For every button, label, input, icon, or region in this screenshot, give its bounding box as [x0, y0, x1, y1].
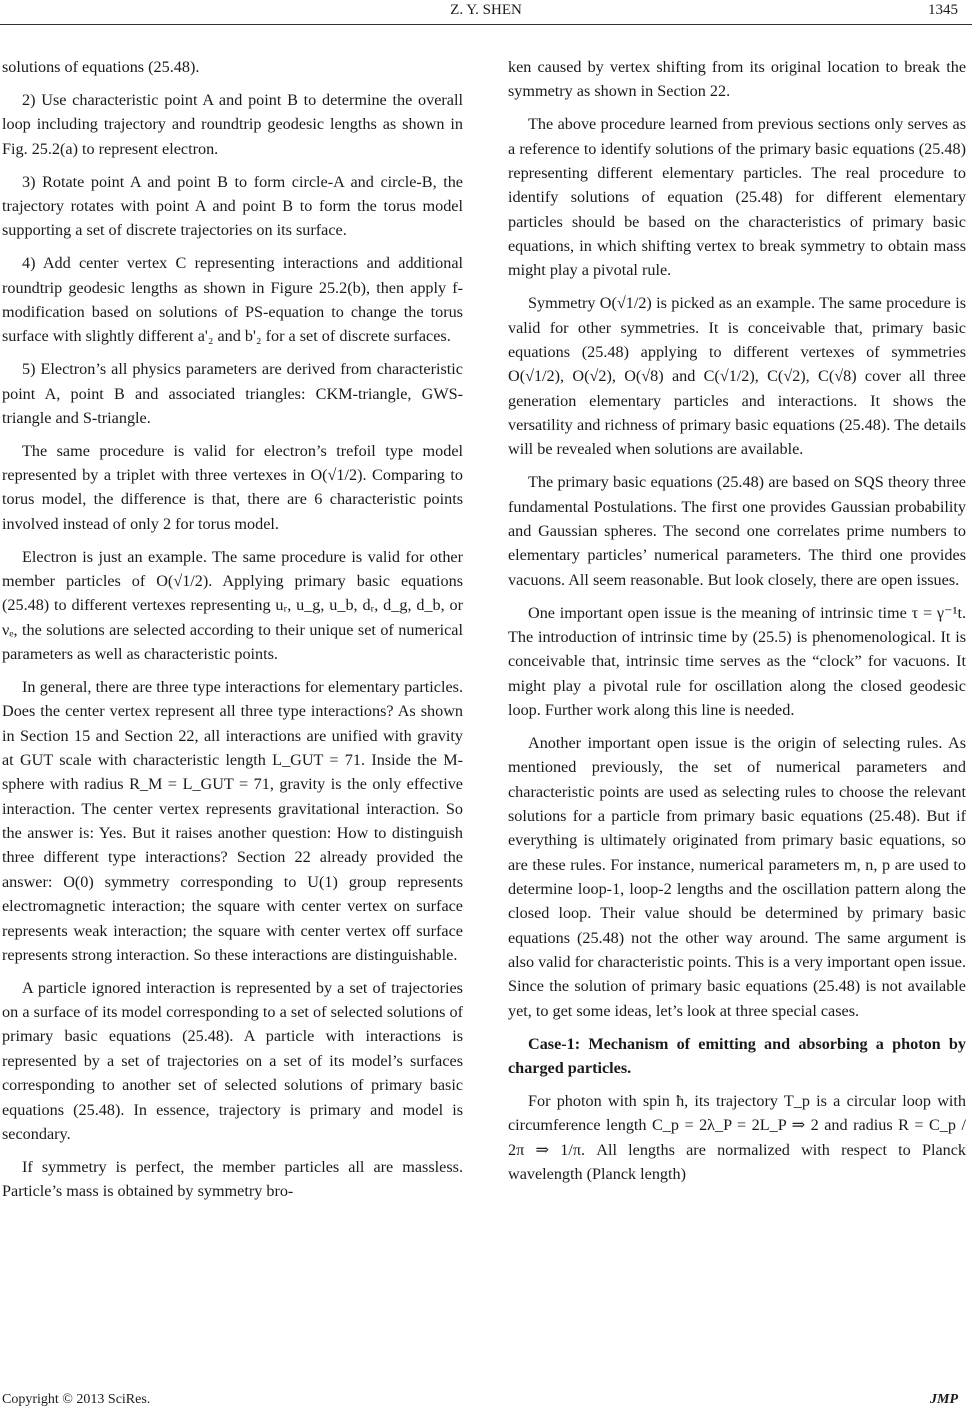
paragraph: 5) Electron’s all physics parameters are derived from characteristic point A, point B and associated triangles: CKM-triangle, GWS-triangle and S-triangle. — [2, 360, 463, 427]
paragraph: 2) Use characteristic point A and point B to determine the overall loop including trajectory and roundtrip geodesic lengths as shown in Fig. 25.2(a) to represent electron. — [2, 90, 463, 158]
paragraph: 4) Add center vertex C representing interactions and additional roundtrip geodesic lengths as shown in Figure 25.2(b), then apply f-modification based on solutions of PS-equation to change the torus surface with slightly different a'₂ and b'₂ for a set of discrete surfaces. — [2, 254, 463, 346]
running-head-author: Z. Y. SHEN — [450, 2, 522, 18]
case-heading: Case-1: Mechanism of emitting and absorbing a photon by charged particles. — [508, 1034, 966, 1077]
paragraph: solutions of equations (25.48). — [2, 58, 200, 76]
paragraph: The above procedure learned from previous sections only serves as a reference to identify solutions of the primary basic equations (25.48) representing different elementary particles. The real procedure to identify solutions of equation (25.48) for different elementary particles should be based on the characteristics of primary basic equations, in which shifting vertex to break symmetry to obtain mass might play a pivotal rule. — [508, 115, 966, 280]
copyright-notice: Copyright © 2013 SciRes. — [2, 1392, 151, 1407]
paragraph: 3) Rotate point A and point B to form circle-A and circle-B, the trajectory rotates with point A and point B to form the torus model supporting a set of discrete trajectories on its surface. — [2, 172, 463, 240]
paragraph: One important open issue is the meaning of intrinsic time τ = γ⁻¹t. The introduction of intrinsic time by (25.5) is phenomenological. It is conceivable that, intrinsic time serves as the “clock” for vacuons. It might play a pivotal rule for oscillation along the closed geodesic loop. Further work along this line is needed. — [508, 603, 966, 719]
paragraph: A particle ignored interaction is represented by a set of trajectories on a surface of its model corresponding to a set of selected solutions of primary basic equations (25.48). A particle with interactions is represented by a set of trajectories on a set of its model’s surfaces corresponding to another set of selected solutions of primary basic equations (25.48). In essence, trajectory is primary and model is secondary. — [2, 978, 463, 1143]
paragraph: The primary basic equations (25.48) are based on SQS theory three fundamental Postulations. The first one provides Gaussian probability and Gaussian spheres. The second one correlates prime numbers to elementary particles’ numerical parameters. The third one provides vacuons. All seem reasonable. But look closely, there are open issues. — [508, 473, 966, 589]
paragraph: Electron is just an example. The same procedure is valid for other member particles of O(√1/2). Applying primary basic equations (25.48) to different vertexes representing uᵣ, u_g, u_b, dᵣ, d_g, d_b, or νₑ, the solutions are selected according to their unique set of numerical parameters as well as characteristic points. — [2, 547, 463, 664]
right-column — [508, 55, 966, 1195]
paragraph: Another important open issue is the origin of selecting rules. As mentioned previously, the set of numerical parameters and characteristic points are used as selecting rules to choose the relevant solutions for a particle from primary basic equations (25.48). But if everything is ultimately originated from primary basic equations, so are these rules. For instance, numerical parameters m, n, p are used to determine loop-1, loop-2 lengths and the oscillation pattern along the closed loop. Their value should be determined by primary basic equations (25.48) not the other way around. The same argument is also valid for characteristic points. This is a very important open issue. Since the solution of primary basic equations (25.48) is not available yet, to get some ideas, let’s look at three special cases. — [508, 733, 966, 1020]
paragraph: Symmetry O(√1/2) is picked as an example. The same procedure is valid for other symmetries. It is conceivable that, primary basic equations (25.48) applying to different vertexes of symmetries O(√1/2), O(√2), O(√8) and C(√1/2), C(√2), C(√8) cover all three generation elementary particles and interactions. It shows the versatility and richness of primary basic equations (25.48). The details will be revealed when solutions are available. — [508, 294, 966, 459]
paragraph: In general, there are three type interactions for elementary particles. Does the center vertex represent all three type interactions? As shown in Section 15 and Section 22, all interactions are unified with gravity at GUT scale with characteristic length L_GUT = 71. Inside the M-sphere with radius R_M = L_GUT = 71, gravity is the only effective interaction. The center vertex represents gravitational interaction. So the answer is: Yes. But it raises another question: How to distinguish three different type interactions? Section 22 already provided the answer: O(0) symmetry corresponding to U(1) group represents electromagnetic interaction; the square with center vertex on surface represents weak interaction; the square with center vertex off surface represents strong interaction. So these interactions are distinguishable. — [2, 678, 463, 964]
header-rule — [0, 24, 972, 25]
page-header — [0, 0, 972, 28]
paragraph: The same procedure is valid for electron’s trefoil type model represented by a triplet with three vertexes in O(√1/2). Comparing to torus model, the difference is that, there are 6 characteristic points involved instead of only 2 for torus model. — [2, 441, 463, 533]
left-column — [2, 55, 463, 1212]
journal-abbrev: JMP — [930, 1392, 958, 1407]
paragraph: If symmetry is perfect, the member particles all are massless. Particle’s mass is obtained by symmetry bro- — [2, 1157, 463, 1201]
page-number: 1345 — [928, 2, 958, 18]
paragraph: ken caused by vertex shifting from its original location to break the symmetry as shown in Section 22. — [508, 58, 966, 101]
paragraph: For photon with spin ħ, its trajectory T_p is a circular loop with circumference length C_p = 2λ_P = 2L_P ⇒ 2 and radius R = C_p / 2π ⇒ 1/π. All lengths are normalized with respect to Planck wavelength (Planck length) — [508, 1091, 966, 1183]
